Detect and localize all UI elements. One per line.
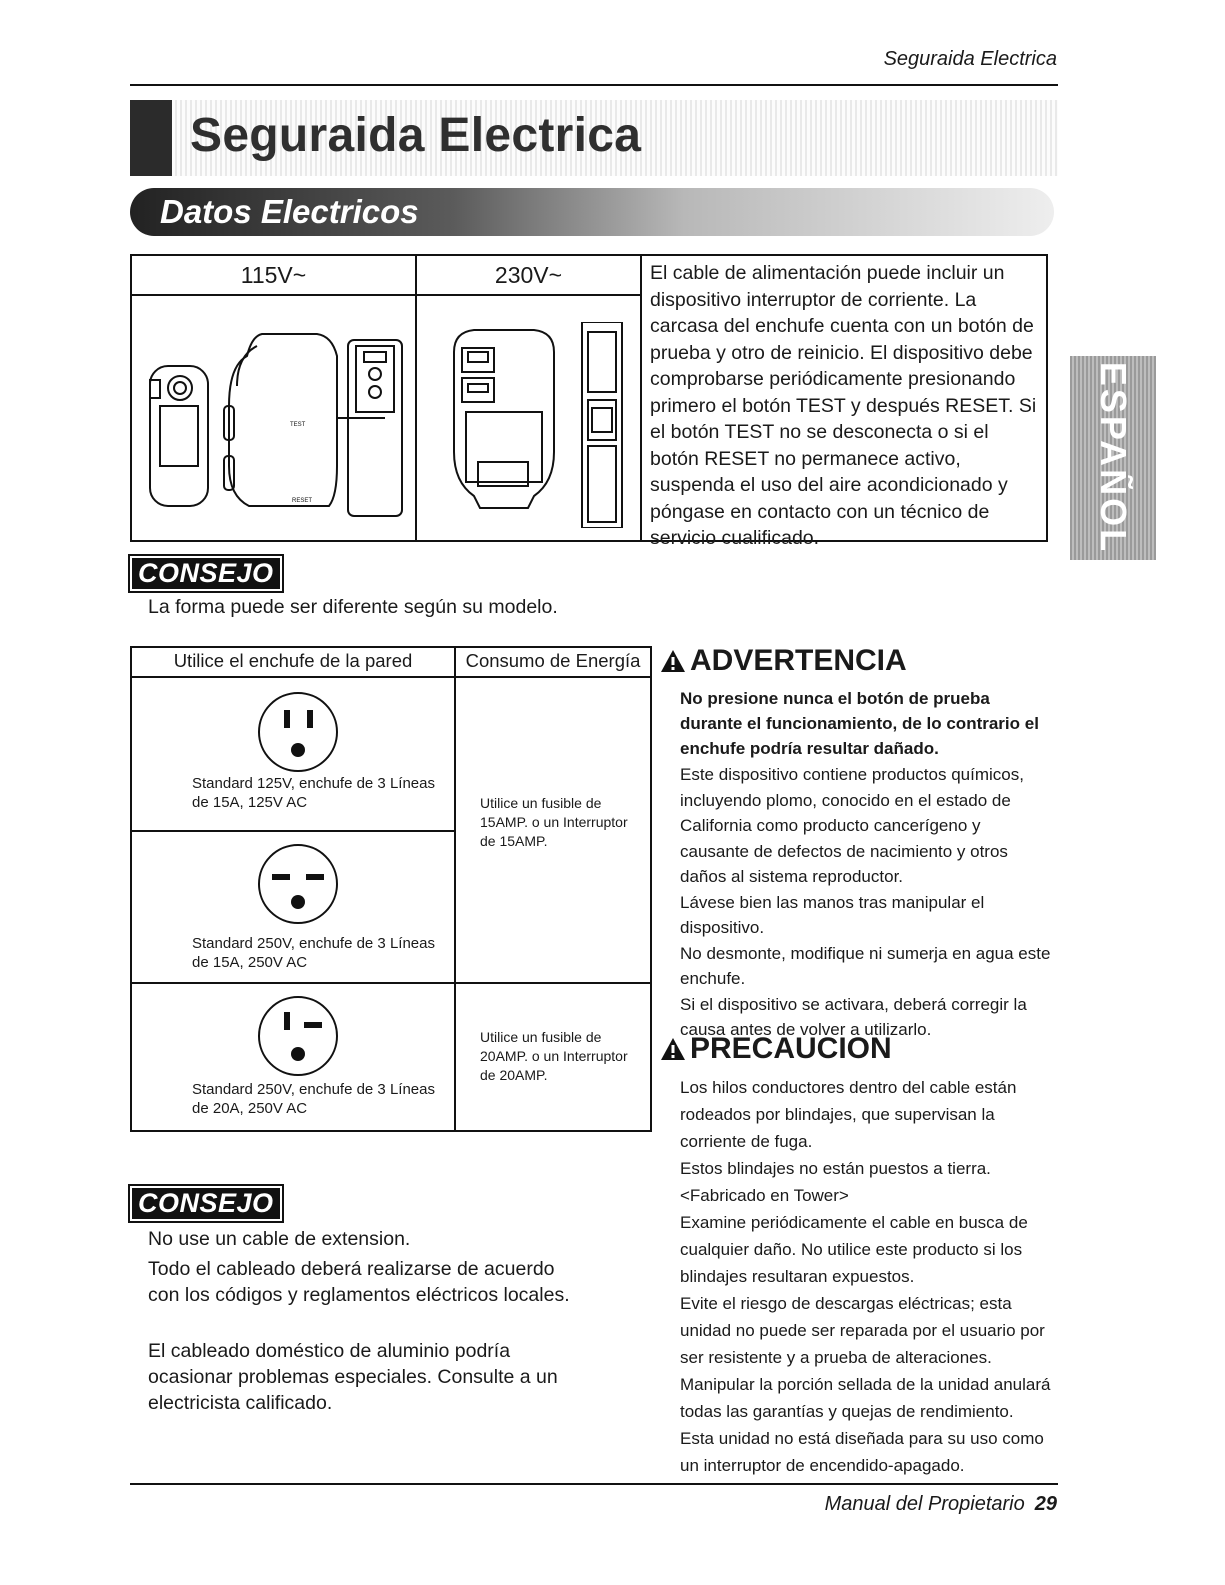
- outlet-250v-20a-icon: [256, 994, 340, 1078]
- plug-230v-illustration: [432, 322, 632, 528]
- language-tab: [1070, 356, 1156, 560]
- table-divider: [132, 676, 650, 678]
- outlet-label: Standard 250V, enchufe de 3 Líneas de 15A, 250V AC: [192, 935, 435, 971]
- test-label: TEST: [290, 422, 306, 428]
- consejo-paragraph: Todo el cableado deberá realizarse de acuerdo con los códigos y reglamentos eléctricos locales.: [148, 1258, 570, 1306]
- advertencia-paragraph: Este dispositivo contiene productos químicos, incluyendo plomo, conocido en el estado de California como producto cancerígeno y causante de defectos de nacimiento y otros daños al sistema reproductor.: [680, 765, 1024, 886]
- header-wall-outlet: Utilice el enchufe de la pared: [173, 650, 413, 671]
- outlet-125v-15a-icon: [256, 690, 340, 774]
- advertencia-body: [680, 762, 1052, 1043]
- advertencia-paragraph: Si el dispositivo se activara, deberá corregir la causa antes de volver a utilizarlo.: [680, 994, 1027, 1039]
- title-band: [130, 100, 1058, 176]
- header-rule: [130, 84, 1058, 86]
- fuse-20amp-note: Utilice un fusible de 20AMP. o un Interruptor de 20AMP.: [480, 1029, 628, 1083]
- precaucion-body: [680, 1074, 1052, 1479]
- precaucion-paragraph: Examine periódicamente el cable en busca de cualquier daño. No utilice este producto si los blindajes resultaran expuestos.: [680, 1213, 1028, 1286]
- table-divider: [454, 648, 456, 1130]
- precaucion-paragraph: Los hilos conductores dentro del cable están rodeados por blindajes, que supervisan la corriente de fuga.: [680, 1078, 1017, 1151]
- reset-label: RESET: [292, 498, 313, 504]
- advertencia-bold-text: No presione nunca el botón de prueba durante el funcionamiento, de lo contrario el enchufe podría resultar dañado.: [680, 689, 1039, 758]
- consejo-paragraph: El cableado doméstico de aluminio podría ocasionar problemas especiales. Consulte a un electricista calificado.: [148, 1340, 558, 1414]
- fuse-15amp-note: Utilice un fusible de 15AMP. o un Interruptor de 15AMP.: [480, 795, 628, 849]
- language-tab-label: ESPAÑOL: [1093, 361, 1134, 555]
- plug-115v-illustration: [142, 316, 412, 526]
- header-power: Consumo de Energía: [465, 650, 641, 671]
- outlet-table: [130, 646, 652, 1132]
- section-title: Datos Electricos: [160, 193, 419, 230]
- outlet-250v-15a-icon: [256, 842, 340, 926]
- table-divider: [640, 256, 642, 540]
- caution-icon: [660, 1037, 686, 1061]
- outlet-label: Standard 125V, enchufe de 3 Líneas de 15A, 125V AC: [192, 775, 435, 811]
- page-footer: [825, 1493, 1057, 1516]
- column-115v: 115V~: [240, 262, 307, 288]
- table-divider: [132, 294, 640, 296]
- outlet-label: Standard 250V, enchufe de 3 Líneas de 20A, 250V AC: [192, 1081, 435, 1117]
- advertencia-paragraph: Lávese bien las manos tras manipular el dispositivo.: [680, 892, 985, 937]
- table-divider: [132, 830, 454, 832]
- title-marker: [130, 100, 172, 176]
- precaucion-paragraph: <Fabricado en Tower>: [680, 1186, 849, 1205]
- page-title: Seguraida Electrica: [190, 109, 642, 162]
- precaucion-paragraph: Evite el riesgo de descargas eléctricas; esta unidad no puede ser reparada por el usuario por ser resistente y a prueba de alteraciones. Manipular la porción sellada de la unidad anulará todas las garantías y quejas de rendimiento. Esta unidad no está diseñada para su uso como un interruptor de encendido-apagado.: [680, 1294, 1051, 1475]
- table-divider: [415, 256, 417, 540]
- advertencia-title: ADVERTENCIA: [690, 644, 907, 677]
- gfci-description: El cable de alimentación puede incluir un dispositivo interruptor de corriente. La carcasa del enchufe cuenta con un botón de prueba y otro de reinicio. El dispositivo debe comprobarse periódicamente presionando primero el botón TEST y después RESET. Si el botón TEST no se desconecta o si el botón RESET no permanece activo, suspenda el uso del aire acondicionado y póngase en contacto con un técnico de servicio cualificado.: [650, 262, 1037, 549]
- page-number: 29: [1034, 1493, 1057, 1515]
- column-230v: 230V~: [494, 262, 563, 288]
- manual-title: Manual del Propietario: [824, 1493, 1025, 1515]
- advertencia-heading: [660, 644, 907, 678]
- precaucion-paragraph: Estos blindajes no están puestos a tierra.: [680, 1159, 991, 1178]
- consejo-badge: CONSEJO: [128, 554, 284, 593]
- footer-rule: [130, 1483, 1058, 1485]
- precaucion-title: PRECAUCION: [690, 1032, 892, 1065]
- section-band: [130, 188, 1054, 236]
- running-header: Seguraida Electrica: [883, 48, 1057, 70]
- table-divider: [132, 982, 650, 984]
- consejo-note: La forma puede ser diferente según su modelo.: [148, 596, 558, 618]
- consejo-badge: CONSEJO: [128, 1184, 284, 1223]
- advertencia-paragraph: No desmonte, modifique ni sumerja en agua este enchufe.: [680, 943, 1051, 988]
- precaucion-heading: [660, 1032, 892, 1066]
- consejo-paragraph: No use un cable de extension.: [148, 1228, 411, 1250]
- warning-icon: [660, 649, 686, 673]
- voltage-table: [130, 254, 1048, 549]
